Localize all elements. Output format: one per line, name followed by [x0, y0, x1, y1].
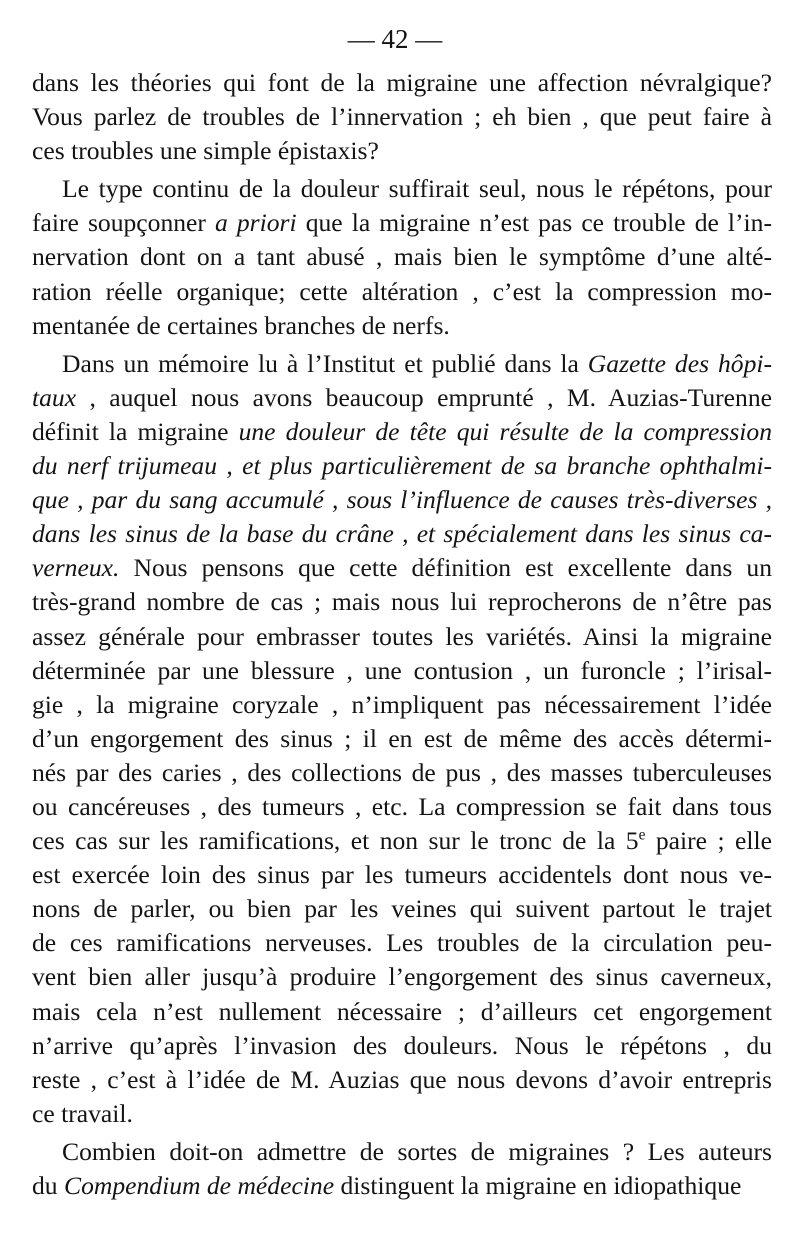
italic-text: a priori [215, 208, 297, 238]
text-span: ces cas sur les ramifications, et non sur le tronc de la 5 [32, 826, 639, 856]
text-line [32, 309, 772, 343]
text-line [32, 172, 772, 206]
text-line [32, 517, 772, 551]
text-span: ou cancéreuses , des tumeurs , etc. La compression se fait dans tous [32, 791, 772, 821]
text-span: n’arrive qu’après l’invasion des douleurs. Nous le répétons , du [32, 1030, 772, 1060]
text-line [32, 995, 772, 1029]
text-span: que la migraine n’est pas ce trouble de l’in- [296, 208, 772, 238]
text-line [32, 1169, 772, 1203]
paragraph [32, 172, 772, 342]
text-line [32, 275, 772, 309]
text-span: Vous parlez de troubles de l’innervation ; eh bien , que peut faire à [32, 102, 772, 132]
text-span: , auquel nous avons beaucoup emprunté , M. Auzias-Turenne [76, 382, 772, 412]
paragraph [32, 1135, 772, 1203]
text-span: nons de parler, ou bien par les veines qui suivent partout le trajet [32, 894, 772, 924]
text-line [32, 892, 772, 926]
text-span: assez générale pour embrasser toutes les variétés. Ainsi la migraine [32, 621, 772, 651]
text-span: ces troubles une simple épistaxis? [32, 136, 379, 166]
text-span: Le type continu de la douleur suffirait seul, nous le répétons, pour [62, 174, 772, 204]
text-span: gie , la migraine coryzale , n’impliquent pas nécessairement l’idée [32, 689, 772, 719]
text-line [32, 620, 772, 654]
text-line [32, 347, 772, 381]
italic-text: dans les sinus de la base du crâne , et spécialement dans les sinus ca- [32, 519, 772, 549]
text-span: dans les théories qui font de la migraine une affection névralgique? [32, 68, 772, 97]
text-line [32, 1063, 772, 1097]
text-line [32, 1029, 772, 1063]
text-line [32, 240, 772, 274]
italic-text: du nerf trijumeau , et plus particulièrement de sa branche ophthalmi- [32, 451, 772, 481]
page-number: — 42 — [347, 24, 443, 54]
text-line [32, 66, 772, 100]
italic-text: Compendium de médecine [64, 1171, 335, 1200]
text-line [32, 858, 772, 892]
text-span: définit la migraine [32, 416, 239, 446]
text-line [32, 483, 772, 517]
text-line [32, 654, 772, 688]
text-line [32, 381, 772, 415]
text-span: mais cela n’est nullement nécessaire ; d’ailleurs cet engorgement [32, 996, 772, 1026]
text-line [32, 449, 772, 483]
text-span: très-grand nombre de cas ; mais nous lui reprocherons de n’être pas [32, 587, 772, 617]
text-span: déterminée par une blessure , une contusion , un furoncle ; l’irisal- [32, 655, 772, 685]
text-span: distinguent la migraine en idiopathique [334, 1171, 742, 1200]
text-line [32, 824, 772, 858]
text-span: est exercée loin des sinus par les tumeurs accidentels dont nous ve- [32, 860, 772, 890]
text-span: du [32, 1171, 64, 1200]
text-span: paire ; elle [645, 826, 772, 856]
italic-text: Gazette des hôpi- [587, 348, 772, 378]
text-span: nés par des caries , des collections de pus , des masses tuberculeuses [32, 757, 772, 787]
text-span: faire soupçonner [32, 208, 216, 238]
italic-text: verneux. [32, 553, 120, 583]
superscript-text: e [638, 826, 646, 844]
text-span: d’un engorgement des sinus ; il en est de même des accès détermi- [32, 723, 772, 753]
text-span: ration réelle organique; cette altération , c’est la compression mo- [32, 276, 772, 306]
text-span: reste , c’est à l’idée de M. Auzias que nous devons d’avoir entrepris [32, 1064, 772, 1094]
paragraph [32, 66, 772, 168]
text-line [32, 100, 772, 134]
text-span: Combien doit-on admettre de sortes de migraines ? Les auteurs [62, 1136, 772, 1166]
text-line [32, 1135, 772, 1169]
text-span: vent bien aller jusqu’à produire l’engorgement des sinus caverneux, [32, 962, 772, 992]
text-line [32, 206, 772, 240]
body-text [32, 66, 772, 1203]
text-line [32, 926, 772, 960]
italic-text: taux [32, 382, 77, 412]
text-line [32, 960, 772, 994]
text-line [32, 790, 772, 824]
italic-text: une douleur de tête qui résulte de la compression [238, 416, 772, 446]
text-span: ce travail. [32, 1098, 133, 1128]
text-span: Dans un mémoire lu à l’Institut et publié dans la [62, 348, 588, 378]
text-line [32, 415, 772, 449]
text-span: nervation dont on a tant abusé , mais bien le symptôme d’une alté- [32, 242, 772, 272]
text-line [32, 585, 772, 619]
text-line [32, 134, 772, 168]
paragraph [32, 347, 772, 1131]
text-line [32, 551, 772, 585]
text-span: de ces ramifications nerveuses. Les troubles de la circulation peu- [32, 928, 772, 958]
text-span: mentanée de certaines branches de nerfs. [32, 310, 450, 340]
text-span: Nous pensons que cette définition est excellente dans un [119, 553, 772, 583]
italic-text: que , par du sang accumulé , sous l’influence de causes très-diverses , [32, 485, 772, 515]
text-line [32, 1097, 772, 1131]
text-line [32, 688, 772, 722]
text-line [32, 722, 772, 756]
text-line [32, 756, 772, 790]
